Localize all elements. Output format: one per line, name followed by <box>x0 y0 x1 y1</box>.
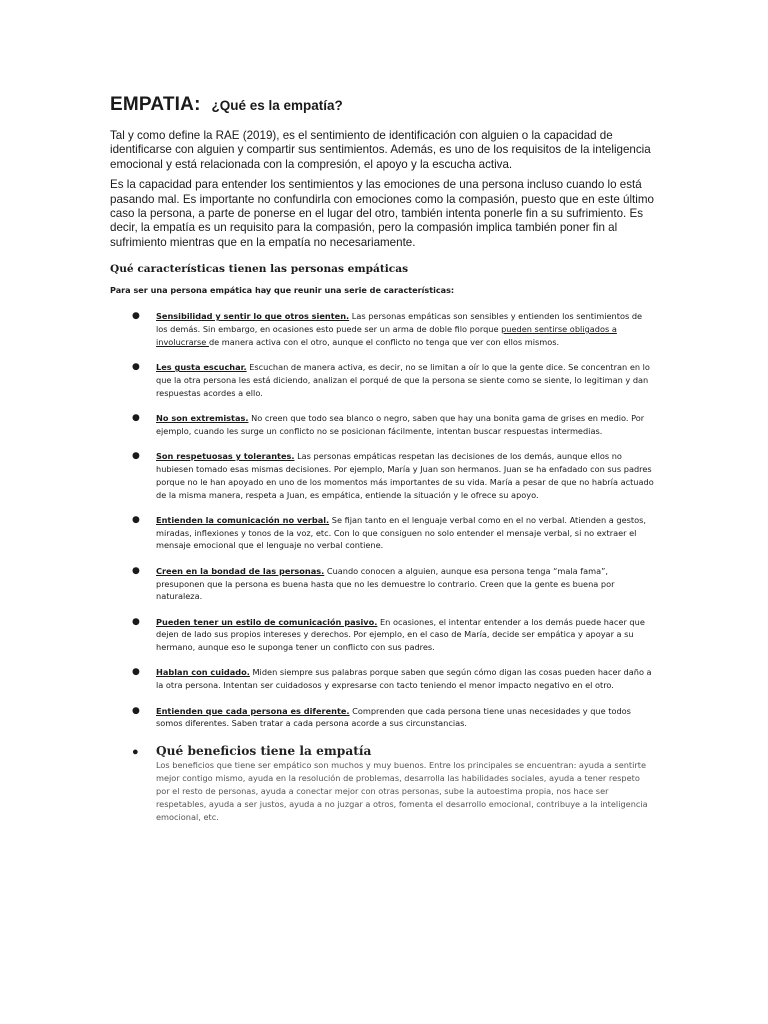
list-item <box>110 616 655 654</box>
intro-paragraph-2: Es la capacidad para entender los sentimientos y las emociones de una persona incluso cuando lo está pasando mal. Es importante no confundirla con emociones como la compasión, puesto que en este último caso la persona, a parte de ponerse en el lugar del otro, también intenta ponerle fin a su sufrimiento. Es decir, la empatía es un requisito para la compasión, pero la compasión implica también poner fin al sufrimiento mientras que en la empatía no necesariamente. <box>110 178 654 249</box>
trait-term: Pueden tener un estilo de comunicación pasivo. <box>156 616 378 627</box>
trait-text: En ocasiones, el intentar entender a los demás puede hacer que dejen de lado sus propios intereses y derechos. Por ejemplo, en el caso de María, decide ser empática y apoyar a su hermano, aunque eso le suponga tener un conflicto con sus padres. <box>156 616 645 653</box>
list-item <box>110 666 655 692</box>
trait-text: Miden siempre sus palabras porque saben que según cómo digan las cosas pueden hacer daño a la otra persona. Intentan ser cuidadosos y expresarse con tacto teniendo el menor impacto negativo en el otro. <box>156 667 652 691</box>
bullet-icon: ● <box>132 667 140 678</box>
list-item <box>110 514 655 552</box>
list-item <box>110 705 655 731</box>
bullet-icon: ● <box>132 565 140 576</box>
list-item <box>110 450 655 501</box>
trait-term: Sensibilidad y sentir lo que otros sienten. <box>156 311 350 322</box>
trait-text: Las personas empáticas son sensibles y entienden los sentimientos de los demás. Sin embargo, en ocasiones esto puede ser un arma de doble filo porque <box>156 311 643 335</box>
bullet-icon: ● <box>132 514 140 525</box>
list-item <box>110 310 655 348</box>
title-subtitle: ¿Qué es la empatía? <box>211 98 343 113</box>
document-page <box>110 88 655 824</box>
trait-term: Entienden la comunicación no verbal. <box>156 514 330 525</box>
trait-term: Les gusta escuchar. <box>156 362 247 373</box>
trait-term: Hablan con cuidado. <box>156 667 250 678</box>
trait-term: No son extremistas. <box>156 413 249 424</box>
characteristics-lead: Para ser una persona empática hay que reunir una serie de características: <box>110 285 455 296</box>
trait-text: Escuchan de manera activa, es decir, no se limitan a oír lo que la gente dice. Se concentran en lo que la otra persona les está diciendo, analizan el porqué de que la persona se siente como se siente, lo legitiman y dan respuestas acordes a ello. <box>156 362 650 398</box>
list-item <box>110 565 655 603</box>
page-title <box>110 88 655 117</box>
bullet-icon: ● <box>132 413 140 424</box>
trait-term: Entienden que cada persona es diferente. <box>156 705 350 716</box>
trait-term: Creen en la bondad de las personas. <box>156 565 325 576</box>
title-main: EMPATIA: <box>110 94 201 115</box>
trait-text: Las personas empáticas respetan las decisiones de los demás, aunque ellos no hubiesen tomado esas mismas decisiones. Por ejemplo, María y Juan son hermanos. Juan se ha enfadado con sus padres porque no le han apoyado en uno de los momentos más importantes de su vida. María a pesar de que no habría actuado de la misma manera, respeta a Juan, es empática, entiende la situación y le ofrece su apoyo. <box>156 451 654 500</box>
trait-text: Comprenden que cada persona tiene unas necesidades y que todos somos diferentes. Saben tratar a cada persona acorde a sus circunstancias. <box>156 705 631 729</box>
bullet-icon: ● <box>132 311 140 322</box>
benefits-paragraph: Los beneficios que tiene ser empático son muchos y muy buenos. Entre los principales se encuentran: ayuda a sentirte mejor contigo mismo, ayuda en la resolución de problemas, desarrolla las habilidades sociales, ayuda a tener respeto por el resto de personas, ayuda a conectar mejor con otras personas, sube la autoestima propia, nos hace ser respetables, ayuda a ser justos, ayuda a no juzgar a otros, fomenta el desarrollo emocional, contribuye a la inteligencia emocional, etc. <box>156 759 648 822</box>
benefits-heading: Qué beneficios tiene la empatía <box>156 743 372 758</box>
bullet-icon: ● <box>132 451 140 462</box>
trait-underlined-text: pueden sentirse obligados a involucrarse <box>156 324 617 347</box>
characteristics-heading: Qué características tienen las personas empáticas <box>110 263 409 276</box>
bullet-icon: ● <box>132 745 139 758</box>
trait-text-continued: de manera activa con el otro, aunque el conflicto no tenga que ver con ellos mismos. <box>208 336 560 347</box>
bullet-icon: ● <box>132 362 140 373</box>
trait-term: Son respetuosas y tolerantes. <box>156 451 295 462</box>
benefits-section <box>110 743 655 824</box>
characteristics-list <box>110 310 655 730</box>
bullet-icon: ● <box>132 616 140 627</box>
list-item <box>110 361 655 399</box>
trait-text: No creen que todo sea blanco o negro, saben que hay una bonita gama de grises en medio. Por ejemplo, cuando les surge un conflicto no se posicionan fácilmente, intentan buscar respuestas intermedias. <box>156 413 645 436</box>
bullet-icon: ● <box>132 705 140 716</box>
list-item <box>110 412 655 438</box>
trait-text: Cuando conocen a alguien, aunque esa persona tenga “mala fama”, presuponen que la persona es buena hasta que no les demuestre lo contrario. Creen que la gente es buena por naturaleza. <box>156 565 615 602</box>
intro-paragraph-1: Tal y como define la RAE (2019), es el sentimiento de identificación con alguien o la capacidad de identificarse con alguien y compartir sus sentimientos. Además, es uno de los requisitos de la inteligencia emocional y está relacionada con la compresión, el apoyo y la escucha activa. <box>110 129 651 171</box>
trait-text: Se fijan tanto en el lenguaje verbal como en el no verbal. Atienden a gestos, miradas, inflexiones y tonos de la voz, etc. Con lo que consiguen no solo entender el mensaje verbal, si no extraer el mensaje emocional que el lenguaje no verbal contiene. <box>156 514 646 551</box>
